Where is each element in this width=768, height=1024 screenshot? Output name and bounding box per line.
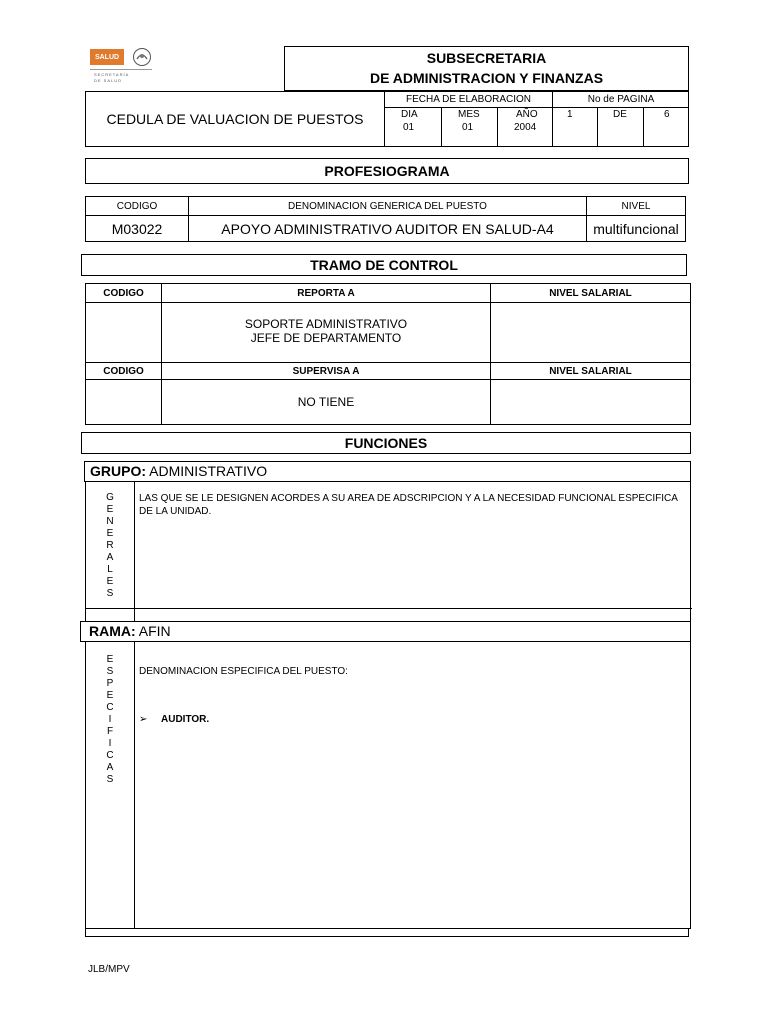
nivel-salarial-label: NIVEL SALARIAL [490, 284, 690, 302]
doc-title: CEDULA DE VALUACION DE PUESTOS [106, 111, 364, 127]
especificas-letter: S [106, 666, 114, 677]
generales-letter: R [106, 540, 114, 551]
especificas-letter: P [106, 678, 114, 689]
grupo-label: GRUPO: [90, 463, 146, 479]
tramo-codigo2-label: CODIGO [103, 365, 144, 377]
especificas-letter: F [106, 726, 114, 737]
codigo-label: CODIGO [116, 200, 158, 212]
org-line1: SUBSECRETARIA [426, 50, 547, 66]
reporta-cell [161, 303, 490, 362]
generales-letter: G [106, 492, 114, 503]
codigo-value: M03022 [111, 220, 163, 237]
supervisa-value: NO TIENE [161, 380, 490, 424]
especifica-item [139, 714, 209, 725]
supervisa-codigo-cell [86, 380, 161, 424]
generales-letter: A [106, 552, 114, 563]
nivel-salarial2-label: NIVEL SALARIAL [490, 363, 690, 379]
denominacion-value: APOYO ADMINISTRATIVO AUDITOR EN SALUD-A4 [188, 216, 586, 241]
nivel-label: NIVEL [586, 197, 685, 215]
rama-bar [80, 621, 691, 642]
especificas-block [85, 642, 691, 929]
tramo-codigo-label: CODIGO [103, 287, 144, 299]
profesiograma-table [85, 196, 686, 242]
especifica-heading: DENOMINACION ESPECIFICA DEL PUESTO: [139, 666, 348, 677]
pagina-block [552, 92, 688, 146]
de-label: DE [613, 109, 627, 120]
supervisa-nivel-cell [490, 380, 690, 424]
generales-vertical-label [86, 482, 135, 608]
dia-value: 01 [403, 122, 415, 133]
especificas-letter: S [106, 774, 114, 785]
generales-letter: E [106, 576, 114, 587]
profesiograma-title: PROFESIOGRAMA [85, 158, 689, 184]
especifica-item-text: AUDITOR. [161, 714, 210, 725]
de-cell [597, 108, 643, 146]
funciones-title: FUNCIONES [81, 432, 691, 454]
generales-letter: S [106, 588, 114, 599]
logo-sub2: DE SALUD [94, 78, 123, 83]
grupo-bar [84, 461, 691, 482]
generales-text: LAS QUE SE LE DESIGNEN ACORDES A SU AREA DE ADSCRIPCION Y A LA NECESIDAD FUNCIONAL ESPECIFICA DE LA UNIDAD. [139, 493, 678, 517]
dia-label: DIA [401, 109, 418, 120]
rama-bar-content [89, 623, 171, 639]
tramo-table [85, 283, 691, 425]
especificas-letter: C [106, 750, 114, 761]
logo-divider [90, 69, 152, 70]
pagina-total: 6 [664, 109, 670, 120]
bottom-strip [85, 929, 689, 937]
dia-cell [385, 108, 441, 146]
reporta-line2: JEFE DE DEPARTAMENTO [250, 331, 402, 345]
mes-label: MES [458, 109, 480, 120]
header-row [85, 91, 689, 147]
mes-cell [441, 108, 497, 146]
footer-initials: JLB/MPV [88, 964, 130, 975]
grupo-value: ADMINISTRATIVO [149, 463, 268, 479]
generales-bottom-line [86, 608, 692, 609]
salud-badge [90, 49, 124, 65]
logo-sub1: SECRETARÍA [94, 72, 130, 77]
mexico-seal-icon [132, 47, 152, 67]
especificas-vertical-label [86, 642, 135, 928]
anio-cell [497, 108, 552, 146]
reporta-label: REPORTA A [161, 284, 490, 302]
pagina-label: No de PAGINA [553, 92, 689, 108]
denominacion-label: DENOMINACION GENERICA DEL PUESTO [188, 197, 586, 215]
logo-brand: SALUD [94, 53, 120, 61]
generales-block [85, 482, 691, 622]
grupo-bar-content [90, 463, 267, 479]
fecha-label: FECHA DE ELABORACION [385, 92, 552, 108]
generales-letter: N [106, 516, 114, 527]
especificas-letter: I [108, 714, 112, 725]
rama-value: AFIN [138, 623, 171, 639]
org-box [284, 46, 689, 91]
anio-value: 2004 [514, 122, 537, 133]
generales-letter: E [106, 528, 114, 539]
anio-label: AÑO [516, 109, 538, 120]
fecha-block [384, 92, 552, 146]
generales-letter: E [106, 504, 114, 515]
especificas-letter: E [106, 690, 114, 701]
pagina-total-cell [643, 108, 689, 146]
bullet-arrow-icon: ➢ [139, 714, 148, 725]
generales-letter: L [107, 564, 113, 575]
rama-label: RAMA: [89, 623, 136, 639]
nivel-value: multifuncional [586, 216, 685, 241]
especificas-letter: E [106, 654, 114, 665]
org-line2: DE ADMINISTRACION Y FINANZAS [369, 70, 604, 86]
especificas-letter: A [106, 762, 114, 773]
nivel-salarial-cell [490, 303, 690, 362]
pagina-num-cell [553, 108, 597, 146]
logo [90, 47, 154, 89]
pagina-num: 1 [567, 109, 573, 120]
reporta-line1: SOPORTE ADMINISTRATIVO [244, 317, 408, 331]
tramo-codigo-cell [86, 303, 161, 362]
especificas-letter: C [106, 702, 114, 713]
tramo-title: TRAMO DE CONTROL [81, 254, 687, 276]
supervisa-label: SUPERVISA A [161, 363, 490, 379]
especificas-letter: I [108, 738, 112, 749]
mes-value: 01 [462, 122, 474, 133]
